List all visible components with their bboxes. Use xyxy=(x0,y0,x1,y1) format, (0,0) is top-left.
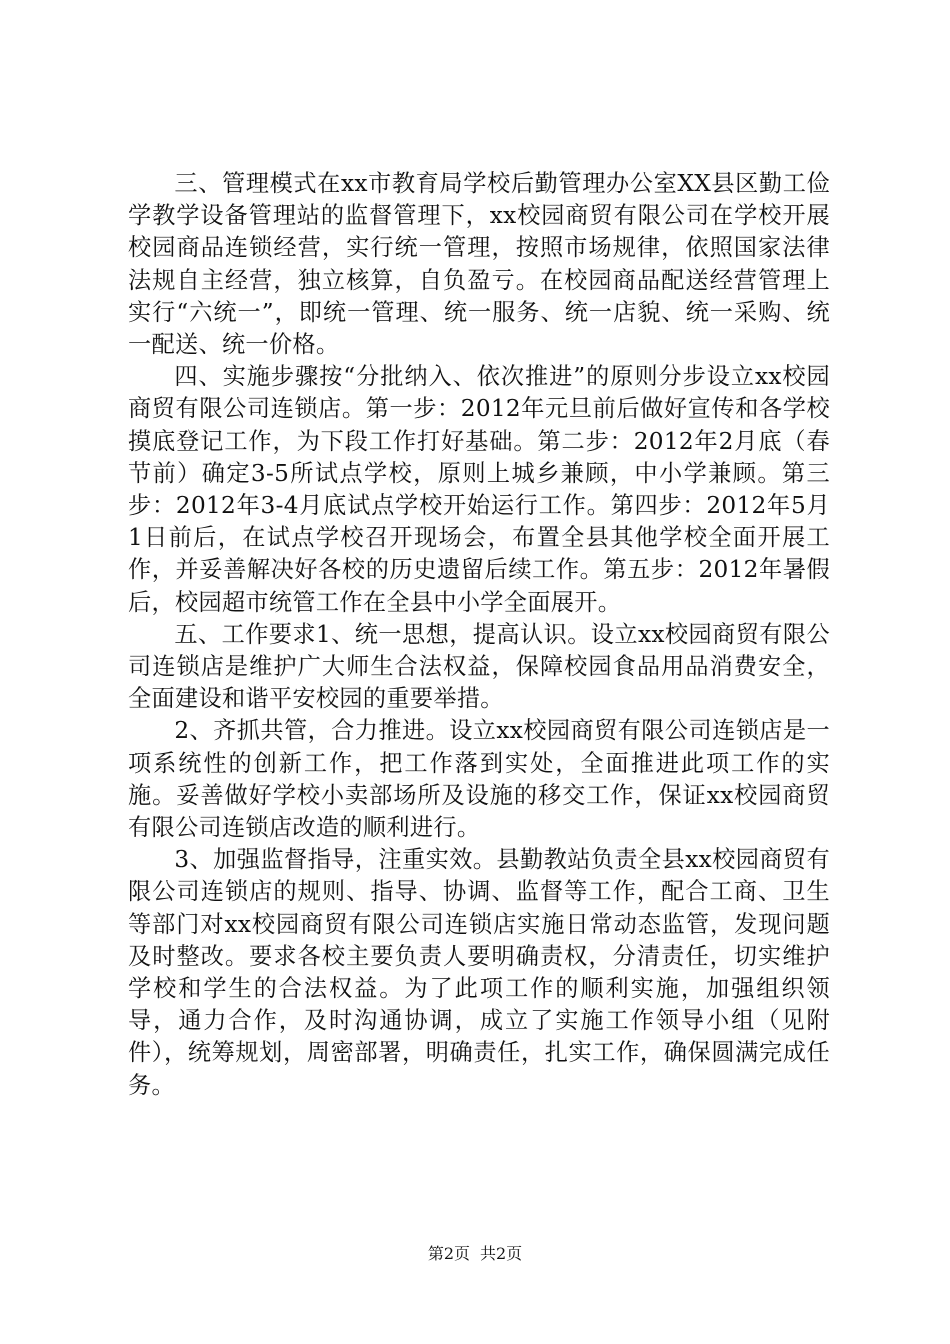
paragraph-work-requirements: 五、工作要求1、统一思想，提高认识。设立xx校园商贸有限公司连锁店是维护广大师生合法权益，保障校园食品用品消费安全，全面建设和谐平安校园的重要举措。 xyxy=(128,620,830,713)
page-number-total: 共2页 xyxy=(480,1244,523,1263)
paragraph-management-mode: 三、管理模式在xx市教育局学校后勤管理办公室XX县区勤工俭学教学设备管理站的监督管理下，xx校园商贸有限公司在学校开展校园商品连锁经营，实行统一管理，按照市场规律，依照国家法律法规自主经营，独立核算，自负盈亏。在校园商品配送经营管理上实行“六统一”，即统一管理、统一服务、统一店貌、统一采购、统一配送、统一价格。 xyxy=(128,170,830,359)
paragraph-joint-management: 2、齐抓共管，合力推进。设立xx校园商贸有限公司连锁店是一项系统性的创新工作，把工作落到实处，全面推进此项工作的实施。妥善做好学校小卖部场所及设施的移交工作，保证xx校园商贸有限公司连锁店改造的顺利进行。 xyxy=(128,717,830,842)
document-body xyxy=(128,168,830,1102)
paragraph-supervision: 3、加强监督指导，注重实效。县勤教站负责全县xx校园商贸有限公司连锁店的规则、指导、协调、监督等工作，配合工商、卫生等部门对xx校园商贸有限公司连锁店实施日常动态监管，发现问题及时整改。要求各校主要负责人要明确责权，分清责任，切实维护学校和学生的合法权益。为了此项工作的顺利实施，加强组织领导，通力合作，及时沟通协调，成立了实施工作领导小组（见附件），统筹规划，周密部署，明确责任，扎实工作，确保圆满完成任务。 xyxy=(128,846,830,1099)
page-footer xyxy=(0,1244,950,1264)
paragraph-implementation-steps: 四、实施步骤按“分批纳入、依次推进”的原则分步设立xx校园商贸有限公司连锁店。第一步：2012年元旦前后做好宣传和各学校摸底登记工作，为下段工作打好基础。第二步：2012年2月底（春节前）确定3-5所试点学校，原则上城乡兼顾，中小学兼顾。第三步：2012年3-4月底试点学校开始运行工作。第四步：2012年5月1日前后，在试点学校召开现场会，布置全县其他学校全面开展工作，并妥善解决好各校的历史遗留后续工作。第五步：2012年暑假后，校园超市统管工作在全县中小学全面展开。 xyxy=(128,363,830,616)
page-number-current: 第2页 xyxy=(427,1244,470,1263)
